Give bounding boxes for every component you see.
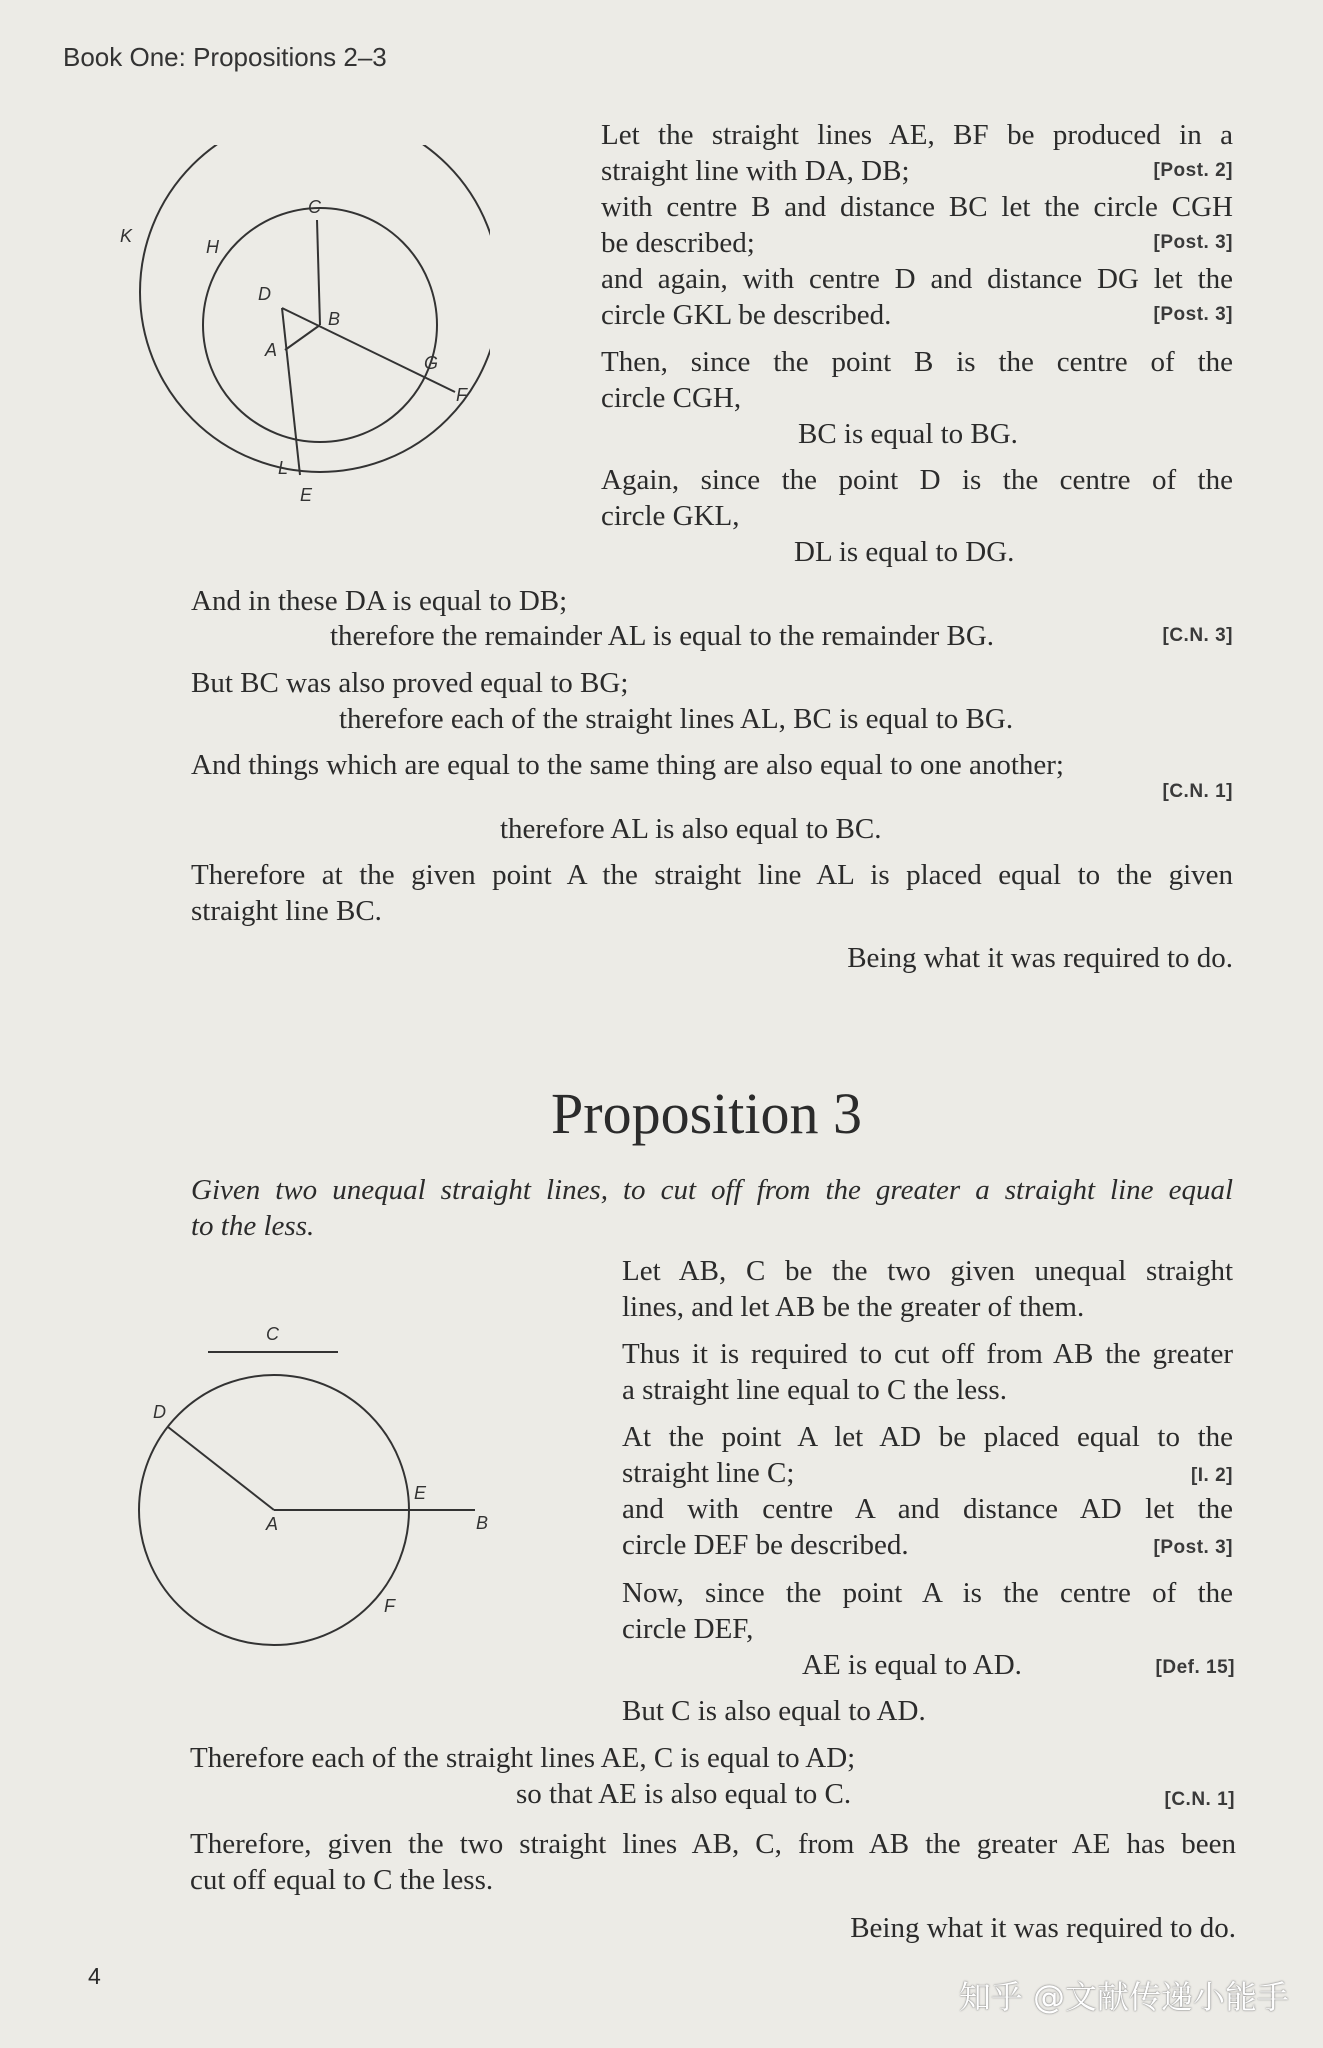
text-line: circle CGH,: [601, 382, 742, 414]
label-k: K: [120, 226, 133, 246]
line-bc: [317, 220, 320, 325]
text-line: At the point A let AD be placed equal to the: [622, 1421, 1233, 1453]
label-a: A: [265, 340, 278, 360]
enunciation-line: to the less.: [191, 1210, 315, 1242]
reference: [Post. 3]: [1153, 1537, 1233, 1558]
text-line: But BC was also proved equal to BG;: [191, 667, 629, 699]
label-h: H: [206, 237, 219, 257]
text-line: circle DEF be described.: [622, 1529, 909, 1561]
line-ab: [285, 325, 320, 350]
text-line: Then, since the point B is the centre of the: [601, 346, 1233, 378]
running-header: Book One: Propositions 2–3: [63, 42, 387, 72]
label-f: F: [456, 385, 467, 405]
text-line: BC is equal to BG.: [798, 418, 1018, 450]
line-df: [282, 308, 455, 392]
text-line: circle DEF,: [622, 1613, 754, 1645]
text-line: straight line C;: [622, 1457, 795, 1489]
text-line: therefore AL is also equal to BC.: [500, 813, 882, 845]
label-l: L: [278, 458, 289, 478]
reference: [I. 2]: [1190, 1465, 1233, 1486]
watermark: 知乎 @文献传递小能手: [958, 1978, 1289, 2016]
text-line: Let AB, C be the two given unequal straight: [622, 1255, 1233, 1287]
reference: [Post. 3]: [1153, 232, 1233, 253]
page-number: 4: [88, 1963, 101, 1989]
label-g: G: [424, 353, 439, 373]
label-b: B: [476, 1513, 489, 1533]
text-line: lines, and let AB be the greater of them.: [622, 1291, 1085, 1323]
text-line: a straight line equal to C the less.: [622, 1374, 1007, 1406]
label-a: A: [266, 1514, 279, 1534]
enunciation-line: Given two unequal straight lines, to cut off from the greater a straight line equal: [191, 1174, 1233, 1206]
text-line: and again, with centre D and distance DG let the: [601, 263, 1233, 295]
text-line: Therefore, given the two straight lines AB, C, from AB the greater AE has been: [190, 1828, 1236, 1860]
text-line: with centre B and distance BC let the circle CGH: [601, 191, 1233, 223]
text-line: and with centre A and distance AD let the: [622, 1493, 1233, 1525]
label-d: D: [153, 1402, 166, 1422]
label-d: D: [258, 284, 271, 304]
circle-gkl: [140, 145, 490, 472]
reference: [C.N. 1]: [1164, 1789, 1235, 1810]
text-line: Being what it was required to do.: [850, 1912, 1236, 1944]
text-line: Now, since the point A is the centre of the: [622, 1577, 1233, 1609]
text-line: cut off equal to C the less.: [190, 1864, 494, 1896]
reference: [C.N. 1]: [1162, 781, 1233, 802]
text-line: therefore each of the straight lines AL, BC is equal to BG.: [339, 703, 1014, 735]
proposition-title: Proposition 3: [551, 1081, 862, 1146]
text-line: be described;: [601, 227, 755, 259]
line-ad: [168, 1427, 274, 1510]
text-line: AE is equal to AD.: [802, 1649, 1022, 1681]
text-line: And in these DA is equal to DB;: [191, 585, 568, 617]
text-line: Let the straight lines AE, BF be produced in a: [601, 119, 1233, 151]
proposition-3-figure: [120, 1310, 500, 1660]
text-line: But C is also equal to AD.: [622, 1695, 926, 1727]
text-line: circle GKL be described.: [601, 299, 892, 331]
label-e: E: [414, 1483, 427, 1503]
reference: [Def. 15]: [1155, 1657, 1235, 1678]
text-line: circle GKL,: [601, 500, 740, 532]
text-line: so that AE is also equal to C.: [516, 1778, 852, 1810]
text-line: Thus it is required to cut off from AB the greater: [622, 1338, 1233, 1370]
line-de: [282, 308, 300, 475]
label-c: C: [308, 197, 321, 217]
text-line: Therefore at the given point A the straight line AL is placed equal to the given: [191, 859, 1233, 891]
text-line: DL is equal to DG.: [794, 536, 1015, 568]
text-line: Again, since the point D is the centre of the: [601, 464, 1233, 496]
label-c: C: [266, 1324, 279, 1344]
reference: [Post. 3]: [1153, 304, 1233, 325]
text-line: Being what it was required to do.: [847, 942, 1233, 974]
text-line: And things which are equal to the same thing are also equal to one another;: [191, 749, 1064, 781]
reference: [C.N. 3]: [1162, 625, 1233, 646]
text-line: straight line with DA, DB;: [601, 155, 910, 187]
text-line: therefore the remainder AL is equal to the remainder BG.: [330, 620, 995, 652]
proposition-2-figure: [110, 145, 490, 525]
label-b: B: [328, 309, 341, 329]
label-f: F: [384, 1596, 395, 1616]
text-line: straight line BC.: [191, 895, 382, 927]
text-line: Therefore each of the straight lines AE, C is equal to AD;: [190, 1742, 856, 1774]
reference: [Post. 2]: [1153, 160, 1233, 181]
label-e: E: [300, 485, 313, 505]
